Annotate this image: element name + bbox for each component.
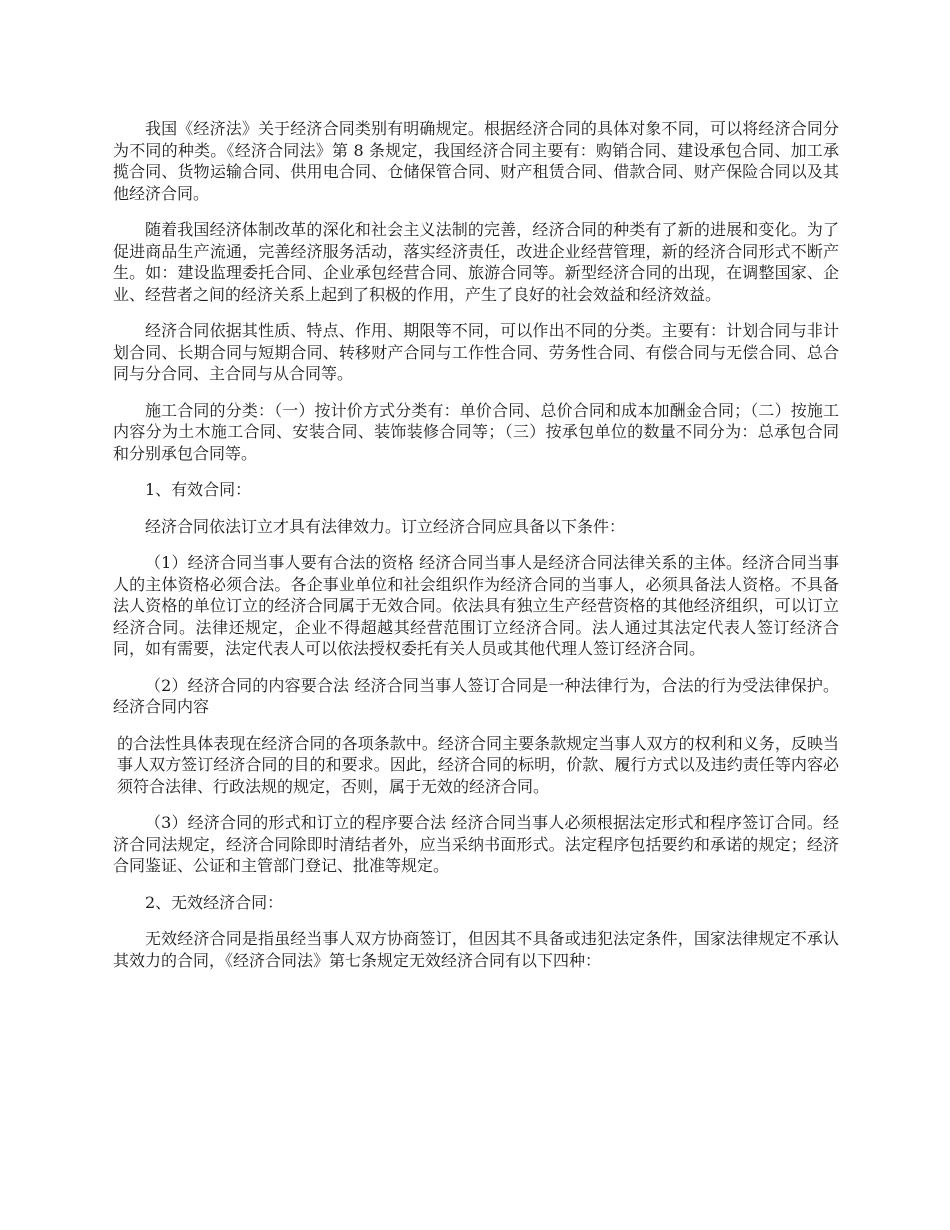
paragraph-new-contract-types: 随着我国经济体制改革的深化和社会主义法制的完善，经济合同的种类有了新的进展和变化。为了促进商品生产流通，完善经济服务活动，落实经济责任，改进企业经营管理，新的经济合同形式不断产生。如：建设监理委托合同、企业承包经营合同、旅游合同等。新型经济合同的出现，在调整国家、企业、经营者之间的经济关系上起到了积极的作用，产生了良好的社会效益和经济效益。: [113, 220, 839, 304]
paragraph-invalid-definition: 无效经济合同是指虽经当事人双方协商签订，但因其不具备或违犯法定条件，国家法律规定不承认其效力的合同，《经济合同法》第七条规定无效经济合同有以下四种：: [113, 929, 839, 970]
paragraph-valid-conditions: 经济合同依法订立才具有法律效力。订立经济合同应具备以下条件：: [145, 516, 626, 536]
paragraph-contract-categories: 我国《经济法》关于经济合同类别有明确规定。根据经济合同的具体对象不同，可以将经济合同分为不同的种类。《经济合同法》第 8 条规定，我国经济合同主要有：购销合同、建设承包合同、加工承揽合同、货物运输合同、供用电合同、仓储保管合同、财产租赁合同、借款合同、财产保险合同以及其他经济合同。: [113, 119, 839, 203]
paragraph-condition-2-continued: 的合法性具体表现在经济合同的各项条款中。经济合同主要条款规定当事人双方的权利和义务，反映当事人双方签订经济合同的目的和要求。因此，经济合同的标明，价款、履行方式以及违约责任等内容必须符合法律、行政法规的规定，否则，属于无效的经济合同。: [117, 733, 839, 796]
paragraph-construction-contracts: 施工合同的分类：（一）按计价方式分类有：单价合同、总价合同和成本加酬金合同；（二）按施工内容分为土木施工合同、安装合同、装饰装修合同等；（三）按承包单位的数量不同分为：总承包合同和分别承包合同等。: [113, 400, 839, 463]
heading-valid-contract: 1、有效合同：: [145, 480, 252, 499]
paragraph-condition-1: （1）经济合同当事人要有合法的资格 经济合同当事人是经济合同法律关系的主体。经济合同当事人的主体资格必须合法。各企事业单位和社会组织作为经济合同的当事人，必须具备法人资格。不具备法人资格的单位订立的经济合同属于无效合同。依法具有独立生产经营资格的其他经济组织，可以订立经济合同。法律还规定，企业不得超越其经营范围订立经济合同。法人通过其法定代表人签订经济合同，如有需要，法定代表人可以依法授权委托有关人员或其他代理人签订经济合同。: [113, 553, 839, 658]
paragraph-classification: 经济合同依据其性质、特点、作用、期限等不同，可以作出不同的分类。主要有：计划合同与非计划合同、长期合同与短期合同、转移财产合同与工作性合同、劳务性合同、有偿合同与无偿合同、总合同与分合同、主合同与从合同等。: [113, 321, 839, 383]
heading-invalid-contract: 2、无效经济合同：: [145, 892, 284, 912]
paragraph-condition-3: （3）经济合同的形式和订立的程序要合法 经济合同当事人必须根据法定形式和程序签订合同。经济合同法规定，经济合同除即时清结者外，应当采纳书面形式。法定程序包括要约和承诺的规定；经济合同鉴证、公证和主管部门登记、批准等规定。: [113, 813, 839, 875]
document-body: [113, 118, 839, 986]
paragraph-condition-2: （2）经济合同的内容要合法 经济合同当事人签订合同是一种法律行为，合法的行为受法律保护。经济合同内容: [113, 675, 839, 716]
